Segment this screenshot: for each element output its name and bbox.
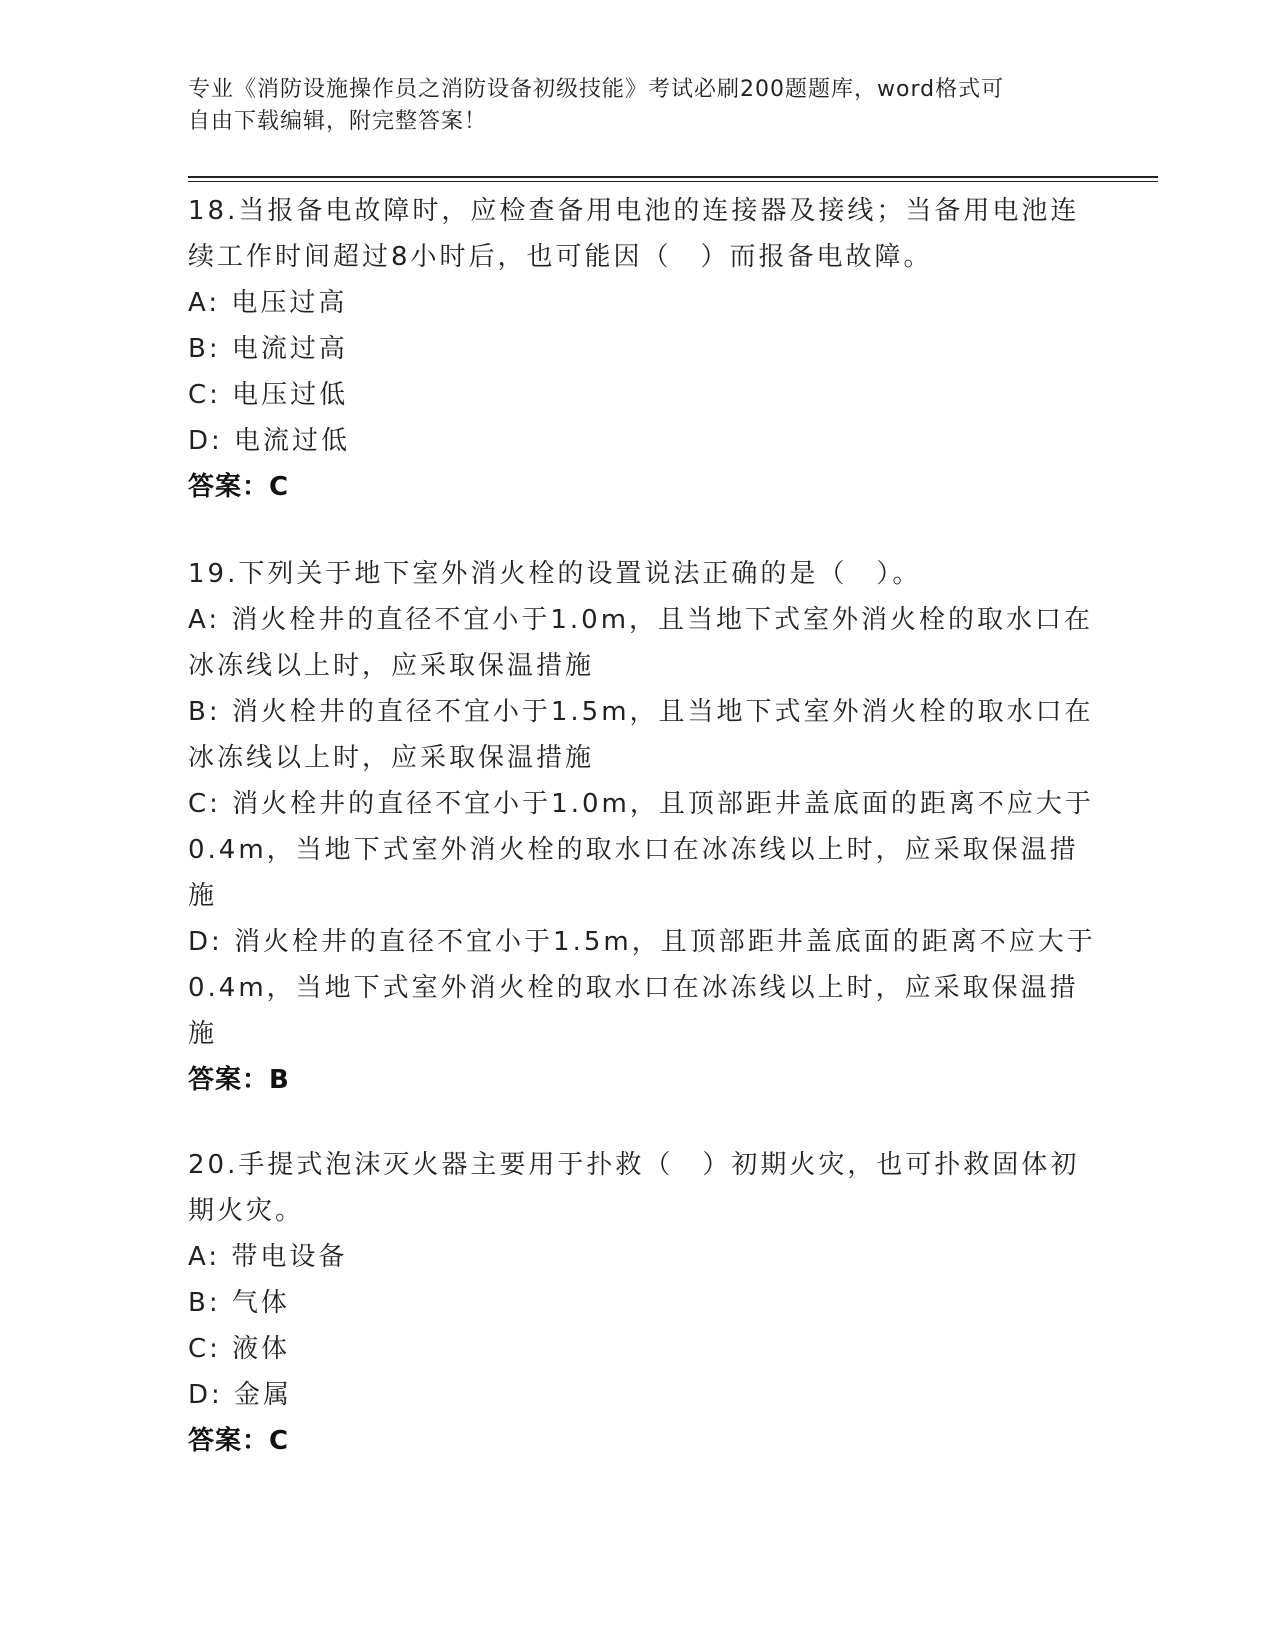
option-a: A: 电压过高: [188, 288, 348, 318]
answer-label: 答案：B: [188, 1065, 290, 1095]
option-d-continued: 0.4m，当地下式室外消火栓的取水口在冰冻线以上时，应采取保温措: [188, 973, 1079, 1003]
question-18: [188, 188, 1088, 510]
option-d-continued: 施: [188, 1019, 218, 1049]
option-a: A: 消火栓井的直径不宜小于1.0m，且当地下式室外消火栓的取水口在: [188, 605, 1094, 635]
header-divider-thick: [188, 176, 1158, 178]
question-19: [188, 551, 1096, 1103]
option-b-continued: 冰冻线以上时，应采取保温措施: [188, 743, 595, 773]
question-stem-line: 20.手提式泡沫灭火器主要用于扑救（ ）初期火灾，也可扑救固体初: [188, 1150, 1080, 1180]
option-b: B: 电流过高: [188, 334, 348, 364]
option-d: D: 电流过低: [188, 426, 351, 456]
document-header: [188, 74, 1068, 138]
question-stem-line: 19.下列关于地下室外消火栓的设置说法正确的是（ ）。: [188, 559, 922, 589]
option-c: C: 消火栓井的直径不宜小于1.0m，且顶部距井盖底面的距离不应大于: [188, 789, 1094, 819]
header-divider-thin: [188, 181, 1158, 182]
question-stem-line: 18.当报备电故障时，应检查备用电池的连接器及接线；当备用电池连: [188, 196, 1080, 226]
option-c-continued: 施: [188, 881, 218, 911]
option-b: B: 气体: [188, 1288, 290, 1318]
question-stem-line: 续工作时间超过8小时后，也可能因（ ）而报备电故障。: [188, 242, 933, 272]
question-20: [188, 1142, 1088, 1464]
option-d: D: 金属: [188, 1380, 293, 1410]
option-a-continued: 冰冻线以上时，应采取保温措施: [188, 651, 595, 681]
option-d: D: 消火栓井的直径不宜小于1.5m，且顶部距井盖底面的距离不应大于: [188, 927, 1096, 957]
option-c: C: 液体: [188, 1334, 291, 1364]
answer-label: 答案：C: [188, 1426, 290, 1456]
option-c: C: 电压过低: [188, 380, 349, 410]
option-b: B: 消火栓井的直径不宜小于1.5m，且当地下式室外消火栓的取水口在: [188, 697, 1094, 727]
answer-label: 答案：C: [188, 472, 290, 502]
header-line-1: 专业《消防设施操作员之消防设备初级技能》考试必刷200题题库，word格式可: [188, 77, 1005, 102]
header-line-2: 自由下载编辑，附完整答案！: [188, 109, 488, 134]
option-a: A: 带电设备: [188, 1242, 348, 1272]
question-stem-line: 期火灾。: [188, 1196, 305, 1226]
option-c-continued: 0.4m，当地下式室外消火栓的取水口在冰冻线以上时，应采取保温措: [188, 835, 1079, 865]
